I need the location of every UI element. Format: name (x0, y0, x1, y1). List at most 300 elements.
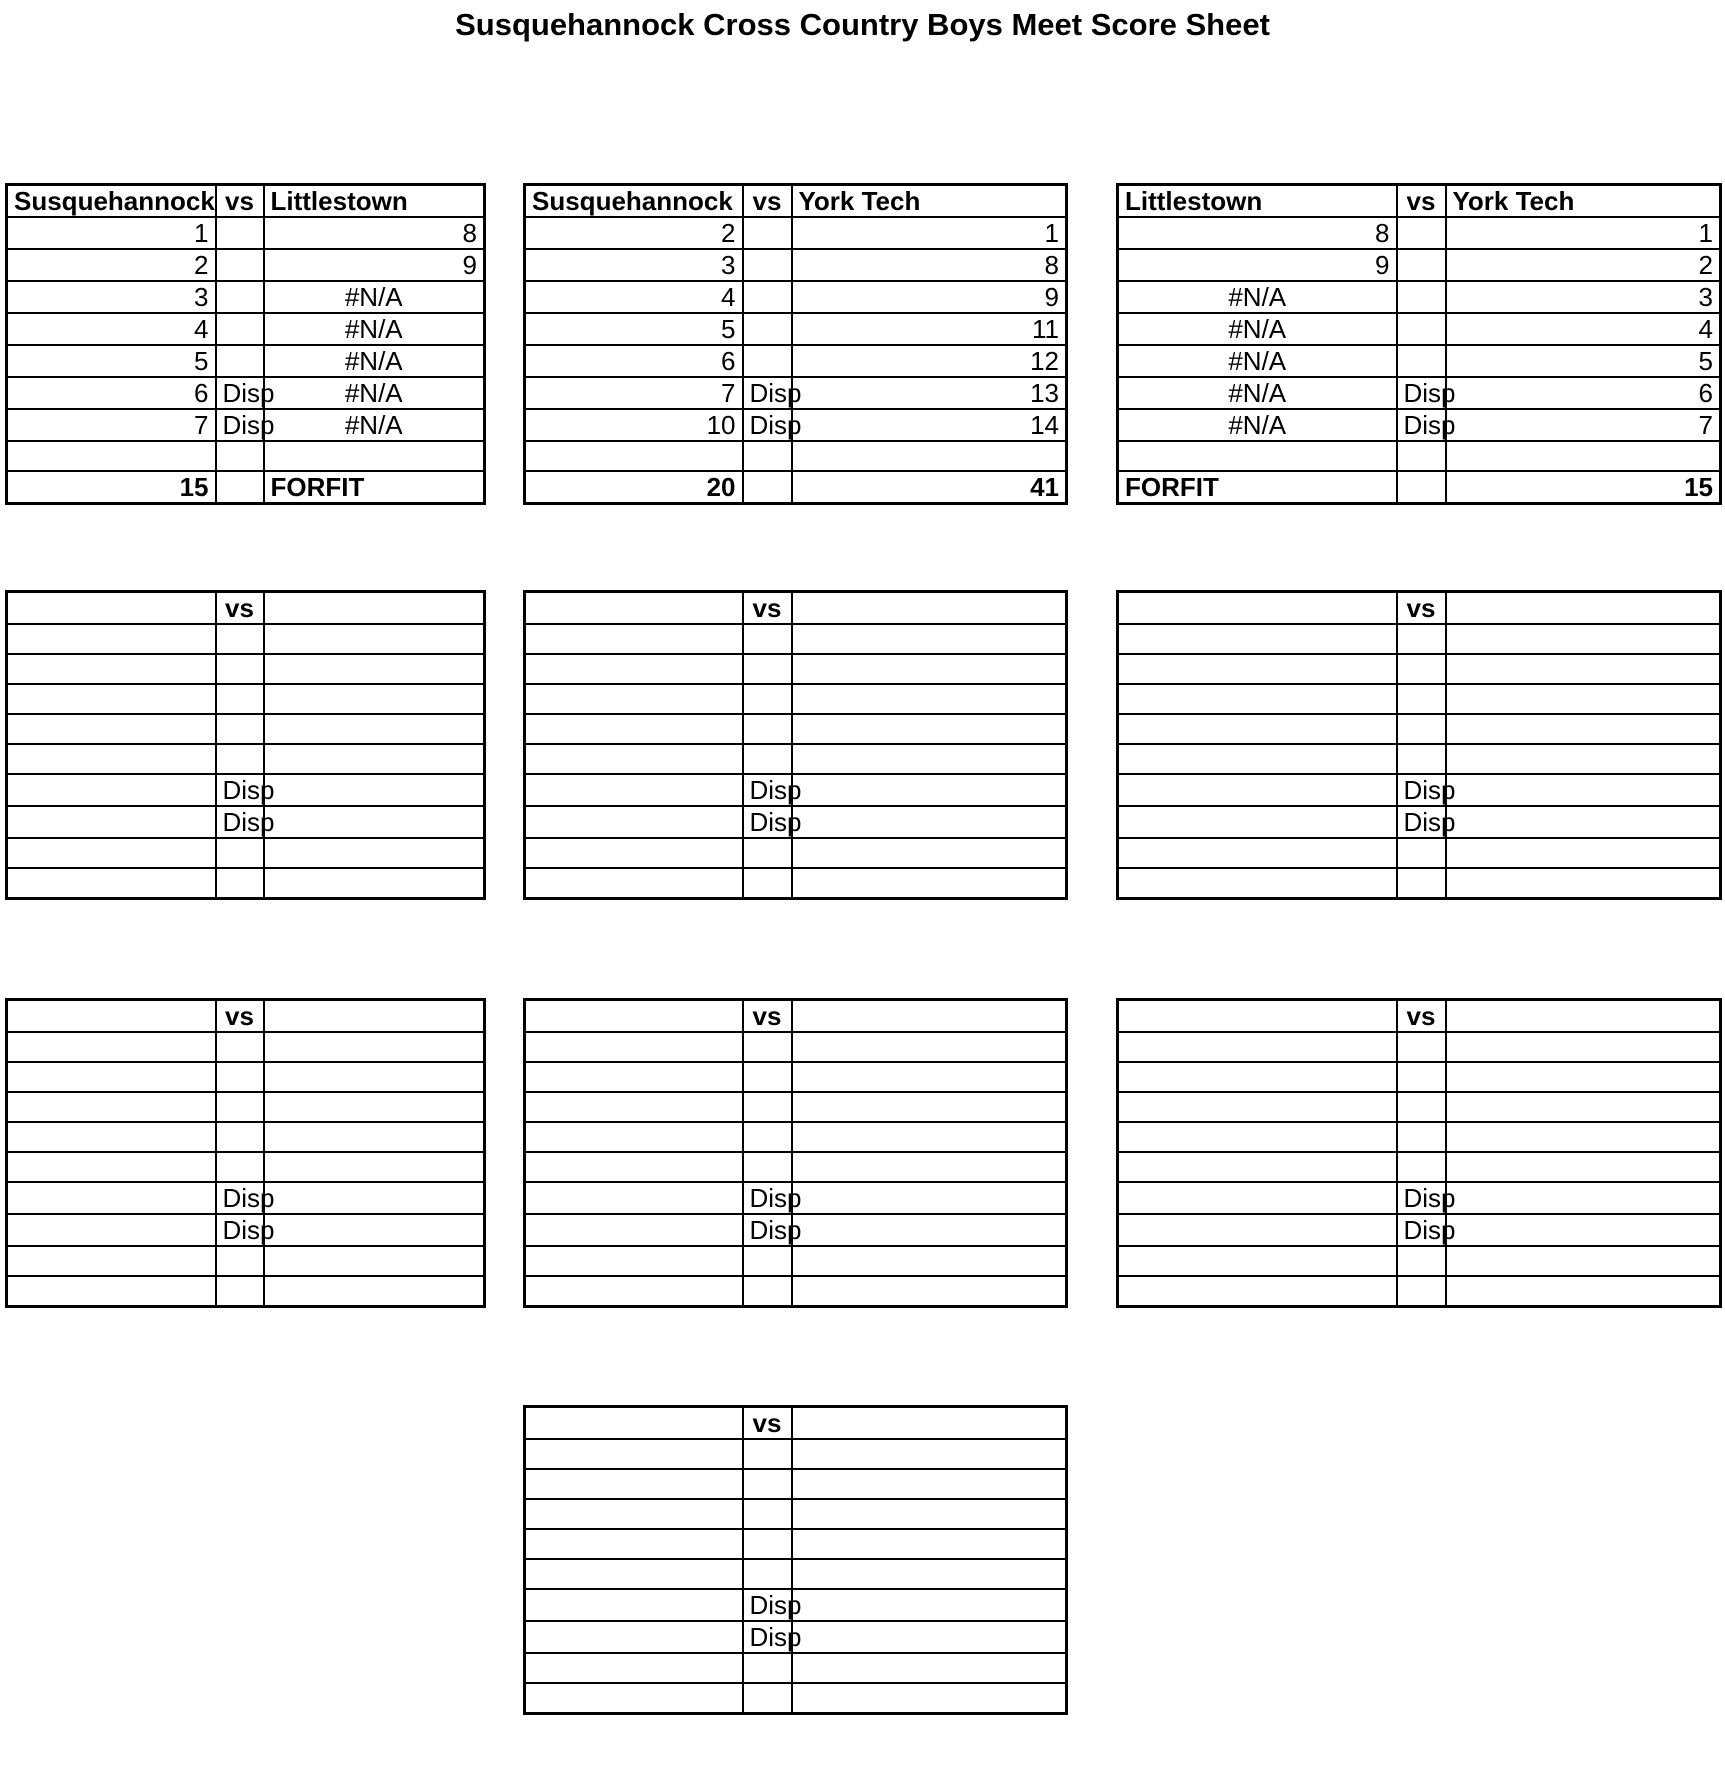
team-b-place[interactable] (1446, 806, 1721, 838)
team-a-place[interactable] (7, 1246, 216, 1276)
team-a-place[interactable] (525, 774, 743, 806)
team-b-place[interactable] (1446, 654, 1721, 684)
table-row (525, 1529, 1067, 1559)
team-b-place[interactable] (792, 684, 1067, 714)
team-a-place[interactable] (1118, 806, 1397, 838)
total-row (1118, 1276, 1721, 1306)
middle-cell (743, 1683, 792, 1713)
team-a-place[interactable] (525, 806, 743, 838)
team-b-place[interactable] (792, 1621, 1067, 1653)
disp-label: Disp (743, 409, 792, 441)
team-a-place[interactable] (7, 1122, 216, 1152)
table-header-row (525, 185, 1067, 218)
team-b-place[interactable] (792, 1214, 1067, 1246)
middle-cell (216, 654, 264, 684)
team-a-place[interactable] (525, 1439, 743, 1469)
middle-cell (743, 684, 792, 714)
team-a-place[interactable]: 7 (7, 409, 216, 441)
team-b-place[interactable] (792, 1032, 1067, 1062)
team-b-place[interactable]: 14 (792, 409, 1067, 441)
team-a-place[interactable]: 6 (7, 377, 216, 409)
team-a-total: 15 (7, 471, 216, 504)
team-a-place[interactable] (525, 624, 743, 654)
team-b-total[interactable] (264, 868, 485, 898)
disp-label: Disp (216, 409, 264, 441)
middle-cell (216, 1122, 264, 1152)
team-b-place[interactable]: 9 (264, 249, 485, 281)
table-row (7, 1122, 485, 1152)
table-row (1118, 441, 1721, 471)
team-b-place[interactable] (1446, 441, 1721, 471)
table-row (525, 838, 1067, 868)
table-row (525, 1589, 1067, 1621)
vs-label: vs (1397, 185, 1446, 218)
table-header-row (7, 592, 485, 625)
team-b-place[interactable] (792, 1529, 1067, 1559)
team-b-place[interactable] (264, 441, 485, 471)
middle-cell (743, 1559, 792, 1589)
team-a-place[interactable] (525, 1559, 743, 1589)
team-a-place[interactable] (7, 1182, 216, 1214)
table-row (7, 1246, 485, 1276)
vs-label: vs (743, 185, 792, 218)
total-row (525, 471, 1067, 504)
team-a-total[interactable] (1118, 868, 1397, 898)
team-b-place[interactable] (792, 1469, 1067, 1499)
table-row (1118, 281, 1721, 313)
table-row (1118, 714, 1721, 744)
team-b-place[interactable] (264, 774, 485, 806)
disp-label: Disp (1397, 1214, 1446, 1246)
team-b-place[interactable] (264, 714, 485, 744)
middle-cell (216, 1246, 264, 1276)
team-b-place[interactable] (1446, 1062, 1721, 1092)
team-b-place[interactable] (1446, 744, 1721, 774)
team-b-place[interactable] (1446, 714, 1721, 744)
middle-cell (743, 281, 792, 313)
team-a-place[interactable] (7, 1062, 216, 1092)
disp-label: Disp (743, 1214, 792, 1246)
team-a-name[interactable] (525, 1407, 743, 1440)
middle-cell (1397, 1152, 1446, 1182)
middle-cell (743, 1653, 792, 1683)
team-b-place[interactable] (792, 1152, 1067, 1182)
team-b-place[interactable] (792, 1499, 1067, 1529)
table-row (1118, 409, 1721, 441)
team-a-name: Susquehannock (525, 185, 743, 218)
team-a-place[interactable] (525, 1621, 743, 1653)
middle-cell (743, 313, 792, 345)
team-b-place[interactable]: 7 (1446, 409, 1721, 441)
team-b-place[interactable] (792, 441, 1067, 471)
middle-cell (1397, 684, 1446, 714)
team-b-name: York Tech (792, 185, 1067, 218)
team-b-place[interactable] (1446, 838, 1721, 868)
team-b-total[interactable] (264, 1276, 485, 1306)
team-a-place[interactable] (1118, 774, 1397, 806)
team-a-place[interactable]: #N/A (1118, 313, 1397, 345)
team-b-total[interactable] (792, 1683, 1067, 1713)
table-header-row (525, 1000, 1067, 1033)
team-b-place[interactable] (792, 654, 1067, 684)
table-row (525, 1062, 1067, 1092)
team-a-place[interactable] (525, 1062, 743, 1092)
team-b-place[interactable]: 8 (792, 249, 1067, 281)
team-b-name[interactable] (1446, 1000, 1721, 1033)
middle-cell (743, 654, 792, 684)
team-a-place[interactable] (1118, 1122, 1397, 1152)
middle-cell (743, 744, 792, 774)
team-b-total[interactable] (792, 868, 1067, 898)
table-row (1118, 838, 1721, 868)
team-a-place[interactable] (525, 714, 743, 744)
team-b-place[interactable] (1446, 1182, 1721, 1214)
team-a-place[interactable] (1118, 684, 1397, 714)
team-b-place[interactable]: #N/A (264, 345, 485, 377)
page-title: Susquehannock Cross Country Boys Meet Score Sheet (455, 7, 1270, 42)
team-a-place[interactable] (1118, 1152, 1397, 1182)
team-a-name[interactable] (7, 592, 216, 625)
team-a-place[interactable] (525, 744, 743, 774)
disp-label: Disp (216, 377, 264, 409)
team-b-place[interactable] (1446, 774, 1721, 806)
team-a-place[interactable] (1118, 624, 1397, 654)
team-a-place[interactable]: 7 (525, 377, 743, 409)
team-a-place[interactable]: 9 (1118, 249, 1397, 281)
table-row (525, 1214, 1067, 1246)
team-b-place[interactable]: 1 (792, 217, 1067, 249)
team-b-place[interactable] (792, 744, 1067, 774)
team-b-place[interactable]: 4 (1446, 313, 1721, 345)
team-b-place[interactable]: 13 (792, 377, 1067, 409)
table-header-row (525, 1407, 1067, 1440)
team-a-place[interactable] (1118, 654, 1397, 684)
team-a-place[interactable]: 4 (7, 313, 216, 345)
table-row (1118, 624, 1721, 654)
team-b-place[interactable]: 2 (1446, 249, 1721, 281)
team-b-place[interactable]: #N/A (264, 409, 485, 441)
disp-label: Disp (1397, 774, 1446, 806)
team-a-place[interactable] (525, 1032, 743, 1062)
table-row (7, 624, 485, 654)
team-b-place[interactable]: 1 (1446, 217, 1721, 249)
team-a-place[interactable] (525, 1589, 743, 1621)
table-row (525, 1499, 1067, 1529)
team-b-name[interactable] (264, 1000, 485, 1033)
table-row (1118, 1246, 1721, 1276)
team-b-place[interactable] (1446, 1214, 1721, 1246)
team-b-name[interactable] (264, 592, 485, 625)
team-a-place[interactable] (1118, 1062, 1397, 1092)
team-a-total[interactable] (7, 868, 216, 898)
team-a-place[interactable] (1118, 744, 1397, 774)
team-b-name[interactable] (792, 1407, 1067, 1440)
team-a-place[interactable] (7, 1152, 216, 1182)
team-b-place[interactable] (264, 1152, 485, 1182)
middle-cell (1397, 654, 1446, 684)
table-header-row (1118, 185, 1721, 218)
team-b-place[interactable] (264, 806, 485, 838)
team-b-place[interactable] (792, 1653, 1067, 1683)
team-b-place[interactable] (1446, 1152, 1721, 1182)
team-a-place[interactable]: 8 (1118, 217, 1397, 249)
team-b-place[interactable]: #N/A (264, 313, 485, 345)
team-a-place[interactable]: 2 (7, 249, 216, 281)
middle-cell (216, 249, 264, 281)
middle-cell (743, 1529, 792, 1559)
team-a-place[interactable] (1118, 1182, 1397, 1214)
team-b-place[interactable] (792, 1439, 1067, 1469)
middle-cell (743, 441, 792, 471)
table-row (7, 409, 485, 441)
team-a-place[interactable] (1118, 1032, 1397, 1062)
team-b-place[interactable] (1446, 1092, 1721, 1122)
table-row (1118, 1062, 1721, 1092)
team-a-place[interactable] (7, 1092, 216, 1122)
team-b-place[interactable] (792, 1589, 1067, 1621)
team-b-place[interactable] (792, 1122, 1067, 1152)
table-header-row (7, 185, 485, 218)
team-a-place[interactable] (7, 744, 216, 774)
table-row (525, 654, 1067, 684)
table-row (1118, 684, 1721, 714)
team-a-place[interactable]: 3 (7, 281, 216, 313)
team-a-place[interactable] (525, 1214, 743, 1246)
team-a-place[interactable]: #N/A (1118, 409, 1397, 441)
table-row (525, 1152, 1067, 1182)
team-b-place[interactable]: #N/A (264, 377, 485, 409)
disp-label: Disp (743, 1182, 792, 1214)
team-a-place[interactable]: 2 (525, 217, 743, 249)
table-row (7, 313, 485, 345)
vs-label: vs (216, 185, 264, 218)
blank-meet-table (523, 1405, 1068, 1715)
table-row (7, 1152, 485, 1182)
blank-meet-table (5, 590, 486, 900)
table-row (1118, 1152, 1721, 1182)
team-a-place[interactable] (1118, 441, 1397, 471)
table-row (7, 345, 485, 377)
middle-cell (216, 714, 264, 744)
team-a-place[interactable] (7, 1214, 216, 1246)
team-a-place[interactable] (525, 441, 743, 471)
team-a-place[interactable]: 5 (525, 313, 743, 345)
team-b-place[interactable]: 5 (1446, 345, 1721, 377)
team-a-total[interactable] (525, 868, 743, 898)
team-b-place[interactable] (264, 1246, 485, 1276)
team-a-place[interactable] (525, 838, 743, 868)
vs-label: vs (216, 592, 264, 625)
team-a-place[interactable]: 1 (7, 217, 216, 249)
team-a-place[interactable]: 10 (525, 409, 743, 441)
team-b-place[interactable] (792, 624, 1067, 654)
team-b-place[interactable] (264, 1214, 485, 1246)
vs-label: vs (1397, 592, 1446, 625)
team-b-place[interactable] (792, 1559, 1067, 1589)
team-a-total: FORFIT (1118, 471, 1397, 504)
team-a-place[interactable] (1118, 1246, 1397, 1276)
team-b-place[interactable] (264, 1182, 485, 1214)
team-a-name[interactable] (1118, 592, 1397, 625)
total-row (525, 1683, 1067, 1713)
middle-cell (1397, 281, 1446, 313)
team-a-place[interactable] (525, 1182, 743, 1214)
team-b-place[interactable] (1446, 684, 1721, 714)
team-a-place[interactable] (525, 1152, 743, 1182)
team-b-place[interactable] (792, 774, 1067, 806)
team-b-total[interactable] (1446, 868, 1721, 898)
team-a-place[interactable]: 3 (525, 249, 743, 281)
team-b-place[interactable] (792, 838, 1067, 868)
team-a-place[interactable] (525, 1246, 743, 1276)
team-b-place[interactable] (264, 838, 485, 868)
team-a-place[interactable] (7, 838, 216, 868)
team-b-place[interactable]: 8 (264, 217, 485, 249)
table-row (7, 714, 485, 744)
team-b-place[interactable]: #N/A (264, 281, 485, 313)
middle-cell (1397, 714, 1446, 744)
team-a-place[interactable] (1118, 1214, 1397, 1246)
team-a-place[interactable] (7, 441, 216, 471)
team-b-place[interactable] (264, 624, 485, 654)
team-b-place[interactable] (1446, 1246, 1721, 1276)
team-a-place[interactable] (7, 806, 216, 838)
total-row (525, 868, 1067, 898)
team-a-place[interactable] (7, 1032, 216, 1062)
team-a-place[interactable] (7, 774, 216, 806)
table-header-row (1118, 592, 1721, 625)
team-a-place[interactable] (525, 654, 743, 684)
team-b-place[interactable] (792, 714, 1067, 744)
team-a-place[interactable] (525, 1469, 743, 1499)
vs-label: vs (216, 1000, 264, 1033)
team-a-place[interactable] (525, 1092, 743, 1122)
team-a-place[interactable] (525, 1499, 743, 1529)
table-row (525, 1653, 1067, 1683)
team-b-total[interactable] (1446, 1276, 1721, 1306)
team-b-name[interactable] (1446, 592, 1721, 625)
middle-cell (216, 868, 264, 898)
team-a-place[interactable]: 4 (525, 281, 743, 313)
table-row (525, 684, 1067, 714)
middle-cell (743, 838, 792, 868)
middle-cell (1397, 313, 1446, 345)
team-b-place[interactable] (792, 1092, 1067, 1122)
team-a-name: Littlestown (1118, 185, 1397, 218)
team-a-total[interactable] (1118, 1276, 1397, 1306)
team-b-place[interactable]: 11 (792, 313, 1067, 345)
middle-cell (743, 345, 792, 377)
team-a-name[interactable] (525, 1000, 743, 1033)
team-b-place[interactable] (264, 654, 485, 684)
table-row (7, 838, 485, 868)
team-b-place[interactable] (792, 1062, 1067, 1092)
meet-table-2 (523, 183, 1068, 505)
team-a-total[interactable] (525, 1683, 743, 1713)
middle-cell (216, 624, 264, 654)
team-a-place[interactable] (525, 684, 743, 714)
table-header-row (525, 592, 1067, 625)
team-b-place[interactable]: 12 (792, 345, 1067, 377)
team-b-name[interactable] (792, 1000, 1067, 1033)
team-b-place[interactable]: 9 (792, 281, 1067, 313)
team-b-place[interactable] (264, 1092, 485, 1122)
team-a-place[interactable] (1118, 838, 1397, 868)
team-a-name: Susquehannock (7, 185, 216, 218)
table-row (525, 377, 1067, 409)
team-b-place[interactable] (264, 1032, 485, 1062)
team-b-place[interactable] (1446, 624, 1721, 654)
team-b-place[interactable]: 6 (1446, 377, 1721, 409)
table-row (7, 281, 485, 313)
team-b-name[interactable] (792, 592, 1067, 625)
team-a-name[interactable] (1118, 1000, 1397, 1033)
team-b-place[interactable] (264, 1122, 485, 1152)
team-b-place[interactable]: 3 (1446, 281, 1721, 313)
team-a-place[interactable] (525, 1653, 743, 1683)
table-row (7, 1214, 485, 1246)
middle-cell (216, 217, 264, 249)
vs-label: vs (743, 1407, 792, 1440)
team-b-place[interactable] (792, 806, 1067, 838)
team-b-total[interactable] (792, 1276, 1067, 1306)
middle-cell (743, 471, 792, 504)
team-a-total[interactable] (525, 1276, 743, 1306)
table-row (7, 1092, 485, 1122)
team-b-place[interactable] (264, 684, 485, 714)
team-a-name[interactable] (7, 1000, 216, 1033)
team-a-place[interactable]: 5 (7, 345, 216, 377)
total-row (7, 868, 485, 898)
team-a-place[interactable]: #N/A (1118, 281, 1397, 313)
table-row (525, 345, 1067, 377)
middle-cell (216, 1152, 264, 1182)
team-a-place[interactable] (525, 1529, 743, 1559)
table-row (7, 377, 485, 409)
table-row (1118, 654, 1721, 684)
team-a-place[interactable]: 6 (525, 345, 743, 377)
team-b-place[interactable] (792, 1246, 1067, 1276)
team-a-total[interactable] (7, 1276, 216, 1306)
disp-label: Disp (743, 1621, 792, 1653)
middle-cell (1397, 249, 1446, 281)
blank-meet-table (1116, 590, 1722, 900)
team-a-place[interactable] (525, 1122, 743, 1152)
team-b-place[interactable] (264, 1062, 485, 1092)
team-b-place[interactable] (1446, 1032, 1721, 1062)
team-a-place[interactable] (7, 684, 216, 714)
team-a-place[interactable] (1118, 714, 1397, 744)
meet-table-1 (5, 183, 486, 505)
team-b-place[interactable] (792, 1182, 1067, 1214)
team-a-place[interactable]: #N/A (1118, 377, 1397, 409)
middle-cell (743, 1469, 792, 1499)
team-a-place[interactable] (7, 624, 216, 654)
team-a-place[interactable]: #N/A (1118, 345, 1397, 377)
team-b-place[interactable] (1446, 1122, 1721, 1152)
table-row (1118, 377, 1721, 409)
vs-label: vs (1397, 1000, 1446, 1033)
team-b-place[interactable] (264, 744, 485, 774)
team-a-place[interactable] (1118, 1092, 1397, 1122)
team-a-name[interactable] (525, 592, 743, 625)
team-a-place[interactable] (7, 654, 216, 684)
table-header-row (1118, 1000, 1721, 1033)
table-row (525, 217, 1067, 249)
team-a-place[interactable] (7, 714, 216, 744)
table-row (1118, 806, 1721, 838)
table-row (1118, 1182, 1721, 1214)
